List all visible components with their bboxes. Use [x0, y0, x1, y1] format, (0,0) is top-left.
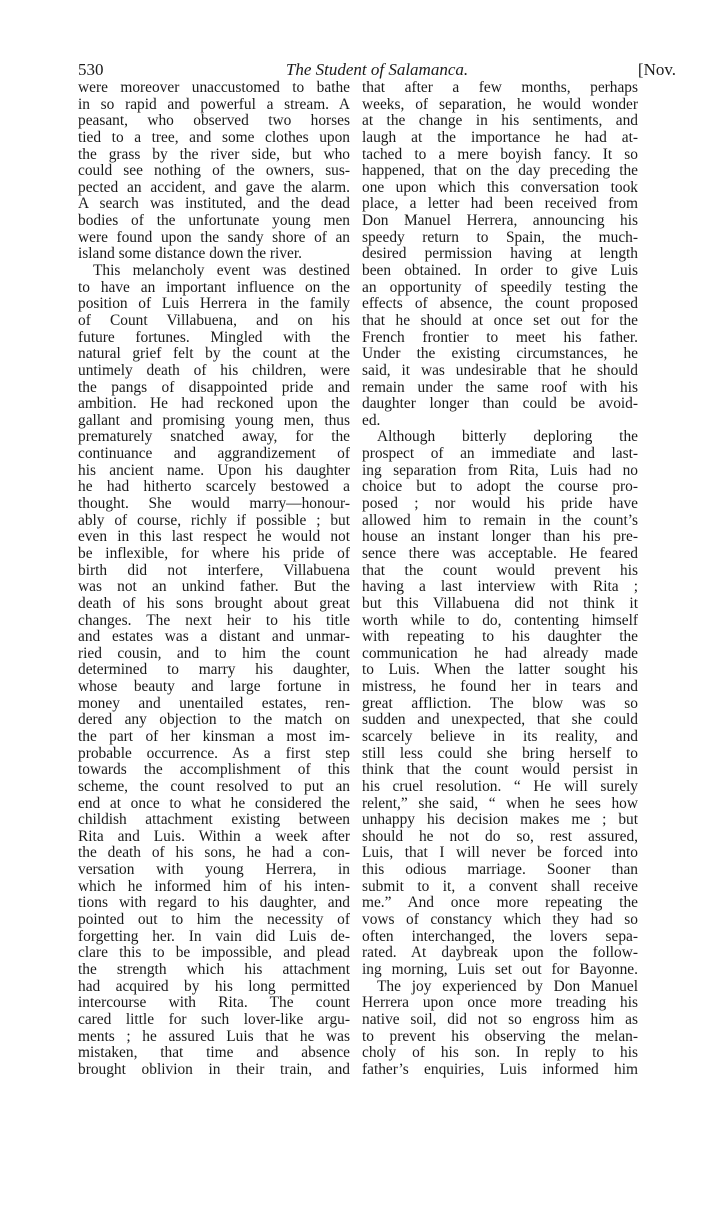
text-line: probable occurrence. As a first step: [78, 744, 350, 762]
text-line: tied to a tree, and some clothes upon: [78, 128, 350, 146]
text-line: native soil, did not so engross him as: [362, 1010, 638, 1028]
text-line: speedy return to Spain, the much-: [362, 228, 638, 246]
text-line: ments ; he assured Luis that he was: [78, 1027, 350, 1045]
text-line: place, a letter had been received from: [362, 195, 638, 213]
issue-month: [Nov.: [637, 60, 676, 79]
text-line: the part of her kinsman a most im-: [78, 727, 350, 745]
text-line: ing separation from Rita, Luis had no: [362, 461, 638, 479]
text-line: tached to a mere boyish fancy. It so: [362, 145, 638, 163]
text-line: think that the count would persist in: [362, 761, 638, 779]
text-line: mistress, he found her in tears and: [362, 678, 638, 696]
text-line: communication he had already made: [362, 644, 638, 662]
text-line: island some distance down the river.: [78, 245, 302, 263]
text-line: were moreover unaccustomed to bathe: [78, 79, 350, 96]
text-line: clare this to be impossible, and plead: [78, 944, 350, 962]
text-line: his ancient name. Upon his daughter: [78, 461, 350, 479]
text-line: end at once to what he considered the: [78, 794, 350, 812]
text-line: Luis, that I will never be forced into: [362, 844, 638, 862]
text-line: mistaken, that time and absence: [78, 1044, 350, 1062]
text-line: the death of his sons, he had a con-: [78, 844, 350, 862]
text-line: tions with regard to his daughter, and: [78, 894, 350, 912]
text-line: his cruel resolution. “ He will surely: [362, 777, 638, 795]
text-line: he had hitherto scarcely bestowed a: [78, 478, 350, 496]
text-line: cared little for such lover-like argu-: [78, 1010, 350, 1028]
text-line: continuance and aggrandizement of: [78, 445, 350, 463]
text-line: effects of absence, the count proposed: [362, 295, 638, 313]
text-line: still less could she bring herself to: [362, 744, 638, 762]
text-line: determined to marry his daughter,: [78, 661, 350, 679]
text-line: The joy experienced by Don Manuel: [377, 977, 638, 995]
text-line: Herrera upon once more treading his: [362, 994, 638, 1012]
running-title: The Student of Salamanca.: [285, 60, 469, 79]
text-line: had acquired by his long permitted: [78, 977, 350, 995]
text-line: peasant, who observed two horses: [78, 112, 350, 130]
right-text-column: [362, 80, 638, 1078]
text-line: ried cousin, and to him the count: [78, 644, 350, 662]
text-line: versation with young Herrera, in: [78, 861, 350, 879]
text-line: that he should at once set out for the: [362, 311, 638, 329]
text-line: ing morning, Luis set out for Bayonne.: [362, 960, 638, 978]
text-line: remain under the same roof with his: [362, 378, 638, 396]
text-line: bodies of the unfortunate young men: [78, 212, 350, 230]
text-line: which he informed him of his inten-: [78, 877, 350, 895]
text-line: scheme, the count resolved to put an: [78, 777, 350, 795]
text-line: even in this last respect he would not: [78, 528, 350, 546]
text-line: with repeating to his daughter the: [362, 628, 638, 646]
text-line: French frontier to meet his father.: [362, 328, 638, 346]
text-line: choly of his son. In reply to his: [362, 1044, 638, 1062]
text-line: to prevent his observing the melan-: [362, 1027, 638, 1045]
text-line: natural grief felt by the count at the: [78, 345, 350, 363]
text-line: This melancholy event was destined: [93, 262, 350, 280]
text-line: scarcely believe in its reality, and: [362, 727, 638, 745]
text-line: but this Villabuena did not think it: [362, 594, 638, 612]
text-line: Although bitterly deploring the: [377, 428, 638, 446]
text-line: birth did not interfere, Villabuena: [78, 561, 350, 579]
text-line: the pangs of disappointed pride and: [78, 378, 350, 396]
text-line: an opportunity of speedily testing the: [362, 278, 638, 296]
text-line: to Luis. When the latter sought his: [362, 661, 638, 679]
text-line: having a last interview with Rita ;: [362, 578, 638, 596]
text-line: be inflexible, for where his pride of: [78, 544, 350, 562]
text-line: father’s enquiries, Luis informed him: [362, 1060, 638, 1078]
text-line: death of his sons brought about great: [78, 594, 350, 612]
text-line: that after a few months, perhaps: [362, 79, 638, 96]
text-line: Don Manuel Herrera, announcing his: [362, 212, 638, 230]
text-line: brought oblivion in their train, and: [78, 1060, 350, 1078]
text-line: money and unentailed estates, ren-: [78, 694, 350, 712]
text-line: allowed him to remain in the count’s: [362, 511, 638, 529]
text-line: Under the existing circumstances, he: [362, 345, 638, 363]
text-line: dered any objection to the match on: [78, 711, 350, 729]
text-line: vows of constancy which they had so: [362, 911, 638, 929]
text-line: Rita and Luis. Within a week after: [78, 827, 350, 845]
text-line: weeks, of separation, he would wonder: [362, 95, 638, 113]
text-line: at the change in his sentiments, and: [362, 112, 638, 130]
text-line: prematurely snatched away, for the: [78, 428, 350, 446]
text-line: unhappy his decision makes me ; but: [362, 811, 638, 829]
text-line: this odious marriage. Sooner than: [362, 861, 638, 879]
text-line: often interchanged, the lovers sepa-: [362, 927, 638, 945]
text-line: one upon which this conversation took: [362, 178, 638, 196]
text-line: A search was instituted, and the dead: [78, 195, 350, 213]
text-line: me.” And once more repeating the: [362, 894, 638, 912]
text-line: sudden and unexpected, that she could: [362, 711, 638, 729]
text-line: whose beauty and large fortune in: [78, 678, 350, 696]
text-line: pointed out to him the necessity of: [78, 911, 350, 929]
text-line: and estates was a distant and unmar-: [78, 628, 350, 646]
text-line: house an instant longer than his pre-: [362, 528, 638, 546]
text-line: in so rapid and powerful a stream. A: [78, 95, 350, 113]
text-line: ed.: [362, 411, 381, 429]
text-line: the grass by the river side, but who: [78, 145, 350, 163]
left-text-column: [78, 80, 350, 1078]
text-line: that the count would prevent his: [362, 561, 638, 579]
text-line: desired permission having at length: [362, 245, 638, 263]
text-line: worth while to do, contenting himself: [362, 611, 638, 629]
page-number: 530: [78, 60, 104, 79]
text-line: ambition. He had reckoned upon the: [78, 395, 350, 413]
text-line: were found upon the sandy shore of an: [78, 228, 350, 246]
text-line: changes. The next heir to his title: [78, 611, 350, 629]
text-line: should he not do so, rest assured,: [362, 827, 638, 845]
text-line: intercourse with Rita. The count: [78, 994, 350, 1012]
text-line: great affliction. The blow was so: [362, 694, 638, 712]
text-line: choice but to adopt the course pro-: [362, 478, 638, 496]
text-line: future fortunes. Mingled with the: [78, 328, 350, 346]
text-line: pected an accident, and gave the alarm.: [78, 178, 350, 196]
text-line: thought. She would marry—honour-: [78, 495, 350, 513]
text-line: towards the accomplishment of this: [78, 761, 350, 779]
text-line: sence there was acceptable. He feared: [362, 544, 638, 562]
text-line: prospect of an immediate and last-: [362, 445, 638, 463]
text-line: been obtained. In order to give Luis: [362, 262, 638, 280]
text-line: to have an important influence on the: [78, 278, 350, 296]
text-line: forgetting her. In vain did Luis de-: [78, 927, 350, 945]
text-line: untimely death of his children, were: [78, 361, 350, 379]
text-line: ably of course, richly if possible ; but: [78, 511, 350, 529]
text-line: position of Luis Herrera in the family: [78, 295, 350, 313]
text-line: submit to it, a convent shall receive: [362, 877, 638, 895]
text-line: relent,” she said, “ when he sees how: [362, 794, 638, 812]
text-line: happened, that on the day preceding the: [362, 162, 638, 180]
text-line: childish attachment existing between: [78, 811, 350, 829]
text-line: could see nothing of the owners, sus-: [78, 162, 350, 180]
text-line: posed ; nor would his pride have: [362, 495, 638, 513]
text-line: of Count Villabuena, and on his: [78, 311, 350, 329]
text-line: said, it was undesirable that he should: [362, 361, 638, 379]
text-line: the strength which his attachment: [78, 960, 350, 978]
text-line: daughter longer than could be avoid-: [362, 395, 638, 413]
page-header: [78, 60, 676, 80]
text-line: laugh at the importance he had at-: [362, 128, 638, 146]
text-line: gallant and promising young men, thus: [78, 411, 350, 429]
text-line: rated. At daybreak upon the follow-: [362, 944, 638, 962]
text-line: was not an unkind father. But the: [78, 578, 350, 596]
